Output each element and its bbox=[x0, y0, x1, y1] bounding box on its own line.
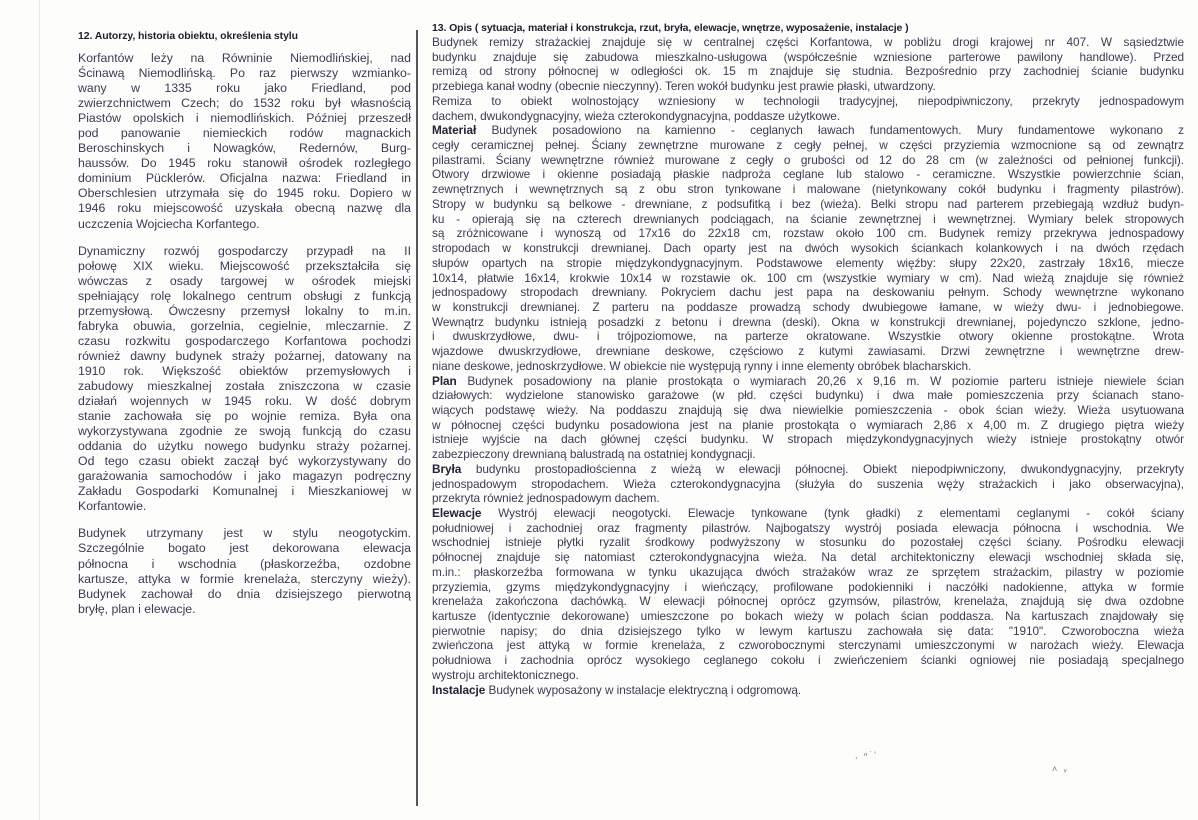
scan-margin-line bbox=[39, 0, 40, 820]
text-line bbox=[432, 315, 1184, 330]
text-content: krenelaża zakończona dachówką. W elewacji północnej oprócz gzymsów, pilastrów, krenelaża, znajdują się dwa ozdobne bbox=[432, 594, 1184, 609]
text-line: wany w 1335 roku jako Friedland, pod bbox=[78, 81, 411, 96]
text-line bbox=[432, 432, 1184, 447]
text-line bbox=[432, 153, 1184, 168]
text-line bbox=[432, 50, 1184, 65]
subsection-line bbox=[432, 462, 1184, 477]
text-line: 1910 rok. Większość obiektów przemysłowych i bbox=[78, 363, 411, 378]
text-line: działań wojennych w 1945 roku. W dość dobrym bbox=[78, 394, 411, 409]
text-line: wykorzystywana zgodnie ze swoją funkcją do czasu bbox=[78, 424, 411, 439]
text-content: Budynek wyposażony w instalacje elektryczną i odgromową. bbox=[485, 682, 802, 697]
scan-artifact-mark: , ⁿ˙' bbox=[855, 750, 878, 760]
text-line bbox=[432, 668, 1184, 683]
text-line bbox=[432, 138, 1184, 153]
text-line: Szczególnie bogato jest dekorowana elewacja bbox=[78, 541, 411, 556]
section-13-description bbox=[432, 22, 1184, 697]
text-line: Od tego czasu obiekt zaczął być wykorzystywany do bbox=[78, 454, 411, 469]
text-line: garażowania samochodów i jako magazyn podręczny bbox=[78, 469, 411, 484]
section-title: 13. Opis ( sytuacja, materiał i konstrukcja, rzut, bryła, elewacje, wnętrze, wyposażenie, instalacje ) bbox=[432, 22, 909, 34]
text-content: przekryta również jednospadowym dachem. bbox=[432, 491, 660, 506]
text-line bbox=[432, 359, 1184, 374]
text-line: stanie zachowała się po wojnie remiza. Była ona bbox=[78, 409, 411, 424]
text-line: spełniający rolę lokalnego centrum obsługi z funkcją bbox=[78, 288, 411, 303]
subsection-heading: Plan bbox=[432, 373, 457, 388]
text-content: jednospadowy stropodach drewniany. Pokryciem dachu jest papa na deskowaniu pełnym. Schody wewnętrzne wykonano bbox=[432, 285, 1184, 300]
text-line bbox=[432, 565, 1184, 580]
subsection-line bbox=[432, 506, 1184, 521]
text-line: oddania do użytku nowego budynku straży pożarnej. bbox=[78, 439, 411, 454]
text-line bbox=[432, 344, 1184, 359]
text-line bbox=[432, 521, 1184, 536]
text-content: działowych: wydzielone stanowisko garażowe (w płd. części budynku) i dwa małe pomieszczenia przy ścianach stano- bbox=[432, 388, 1184, 403]
text-line bbox=[432, 403, 1184, 418]
text-content: są zróżnicowane i wynoszą od 17x16 do 22x18 cm, rozstaw około 100 cm. Budynek remizy przekrywa jednospadowy bbox=[432, 226, 1184, 241]
subsection-heading: Bryła bbox=[432, 461, 462, 476]
text-content: wiących podstawę wieży. Na poddaszu znajdują się dwa niewielkie pomieszczenia - obok ścian wieży. Wieża usytuowana bbox=[432, 402, 1184, 417]
text-line: kartusze, attyka w formie krenelaża, sterczyny wieży). bbox=[78, 571, 411, 586]
paragraph bbox=[78, 244, 411, 515]
text-content: południowej i zachodniej oraz fragmenty pilastrów. Najbogatszy wystrój posiada elewacja północna i wschodnia. We bbox=[432, 520, 1184, 535]
text-line bbox=[432, 447, 1184, 462]
text-line: pod panowanie niemieckich rodów magnackich bbox=[78, 126, 411, 141]
text-line bbox=[432, 653, 1184, 668]
text-content: dachem, dwukondygnacyjny, wieża czterokondygnacyjna, poddasze użytkowe. bbox=[432, 108, 841, 123]
text-line bbox=[432, 491, 1184, 506]
text-line: Zakładu Gospodarki Komunalnej i Mieszkaniowej w bbox=[78, 484, 411, 499]
text-line bbox=[432, 638, 1184, 653]
text-content: słupów opartych na stropie międzykondygnacyjnym. Podstawowe elementy więźby: słupy 22x20, zastrzały 18x16, miecze bbox=[432, 255, 1184, 270]
text-content: Stropy w budynku są belkowe - drewniane, z podsufitką i bez (wieża). Belki stropu nad parterem przebiegają wzdłuż budyn- bbox=[432, 196, 1184, 211]
subsection-line bbox=[432, 683, 1184, 698]
text-line bbox=[432, 167, 1184, 182]
text-content: Budynek posadowiono na kamienno - ceglanych ławach fundamentowych. Mury fundamentowe wykonano z bbox=[476, 123, 1184, 138]
text-content: wystroju architektonicznego. bbox=[432, 667, 579, 682]
text-content: niane deskowe, jednoskrzydłowe. W obiekcie nie występują rynny i inne elementy obróbek blacharskich. bbox=[432, 358, 972, 373]
text-content: w północnej części budynku posadowiona jest na planie prostokąta o wymiarach 2,86 x 4,00 m. Z drugiego piętra wieży bbox=[432, 417, 1184, 432]
text-line bbox=[432, 79, 1184, 94]
text-line bbox=[432, 285, 1184, 300]
text-line: połowę XIX wieku. Miejscowość przekształciła się bbox=[78, 258, 411, 273]
text-line: Oberschlesien utrzymała się do 1945 roku. Dopiero w bbox=[78, 186, 411, 201]
text-line bbox=[432, 64, 1184, 79]
text-content: 10x14, płatwie 16x14, krokwie 10x14 w rozstawie ok. 100 cm (wszystkie wymiary w cm). Nad wieżą znajduje się również bbox=[432, 270, 1184, 285]
column-divider bbox=[416, 30, 418, 806]
section-12-history bbox=[78, 30, 411, 629]
text-content: przyziemia, gzyms międzykondygnacyjny i wieńczący, profilowane podokienniki i naczółki nadokienne, attyka w formie bbox=[432, 579, 1184, 594]
text-content: remizą od strony północnej w odległości ok. 15 m znajduje się studnia. Bezpośrednio przy zachodniej ścianie budynku bbox=[432, 64, 1184, 79]
text-content: Remiza to obiekt wolnostojący wzniesiony w technologii tradycyjnej, niepodpiwniczony, przekryty jednospadowym bbox=[432, 93, 1184, 108]
text-line: również dawny budynek straży pożarnej, datowany na bbox=[78, 348, 411, 363]
section-title: 12. Autorzy, historia obiektu, określenia stylu bbox=[78, 30, 298, 42]
paragraph bbox=[78, 526, 411, 616]
text-line bbox=[432, 182, 1184, 197]
text-content: wjazdowe dwuskrzydłowe, drewniane deskowe, częściowo z kutymi zawiasami. Drzwi zewnętrzne i wewnętrzne drew- bbox=[432, 344, 1184, 359]
text-content: m.in.: płaskorzeźba formowana w tynku ukazująca dwóch strażaków wraz ze sprzętem strażackim, pilastry w poziomie bbox=[432, 564, 1184, 579]
text-content: i dwuskrzydłowe, dwu- i trójpoziomowe, na parterze okratowane. Wszystkie otwory okienne prostokątne. Wrota bbox=[432, 329, 1184, 344]
text-content: Wystrój elewacji neogotycki. Elewacje tynkowane (tynk gładki) z elementami ceglanymi - cokół ściany bbox=[481, 506, 1184, 520]
text-line bbox=[432, 609, 1184, 624]
text-content: zwieńczona jest attyką w formie krenelaża, z czworobocznymi sterczynami umieszczonymi w narożach wieży. Elewacja bbox=[432, 638, 1184, 653]
text-line: fabryka obuwia, gorzelnia, cegielnie, mleczarnie. Z bbox=[78, 318, 411, 333]
section-body bbox=[432, 35, 1184, 697]
text-content: wschodniej istnieje płytki ryzalit środkowy podwyższony w stosunku do pozostałej części ściany. Pośrodku elewacji bbox=[432, 535, 1184, 550]
text-line: Budynek zachował do dnia dzisiejszego pierwotną bbox=[78, 586, 411, 601]
paragraph bbox=[78, 51, 411, 232]
text-line: Budynek utrzymany jest w stylu neogotyckim. bbox=[78, 526, 411, 541]
text-content: północnej znajduje się natomiast czterokondygnacyjna wieża. Na detal architektoniczny elewacji wschodniej składa się, bbox=[432, 550, 1184, 565]
text-line: uczczenia Wojciecha Korfantego. bbox=[78, 216, 260, 231]
text-line: zabudowy mieszkalnej została zniszczona w czasie bbox=[78, 378, 411, 393]
text-line: wówczas z osady targowej w ośrodek miejski bbox=[78, 273, 411, 288]
subsection-line bbox=[432, 374, 1184, 389]
subsection-heading: Elewacje bbox=[432, 506, 482, 520]
text-content: ku - opierają się na czterech drewnianych podciągach, na ścianie zewnętrznej i wewnętrznej. Wymiary belek stropowych bbox=[432, 211, 1184, 226]
text-line bbox=[432, 594, 1184, 609]
text-line bbox=[432, 580, 1184, 595]
text-content: cegły ceramicznej pełnej. Ściany zewnętrzne murowane z cegły pełnej, w części przyziemia wzmocnione są od zewnątrz bbox=[432, 138, 1184, 153]
text-line bbox=[432, 388, 1184, 403]
text-content: Otwory drzwiowe i okienne posiadają płaskie nadproża ceglane lub stalowo - ceramiczne. Wszystkie powierzchnie ścian, bbox=[432, 167, 1184, 182]
text-line bbox=[432, 35, 1184, 50]
text-line bbox=[432, 271, 1184, 286]
text-line: dominium Pücklerów. Oficjalna nazwa: Friedland in bbox=[78, 171, 411, 186]
text-line: haussów. Do 1945 roku stanowił ośrodek rozległego bbox=[78, 156, 411, 171]
text-content: zabezpieczony drewnianą balustradą na ostatniej kondygnacji. bbox=[432, 447, 756, 462]
text-line: czasu rozkwitu gospodarczego Korfantowa pochodzi bbox=[78, 333, 411, 348]
text-line: przemysłową. Ówczesny przemysł lokalny to m.in. bbox=[78, 303, 411, 318]
text-content: stropodach w konstrukcji drewnianej. Dach oparty jest na dwóch wysokich ściankach kolankowych i na dwóch rzędach bbox=[432, 241, 1184, 256]
text-line bbox=[432, 256, 1184, 271]
text-content: pierwotnie napisy; do dnia dzisiejszego tylko w lewym kartuszu zachowała się data: "1910". Czworoboczna wieża bbox=[432, 623, 1184, 638]
text-content: jednospadowym stropodachem. Wieża czterokondygnacyjna (służyła do suszenia węży strażackich i jako obserwacyjna), bbox=[432, 476, 1184, 491]
text-line: północna i wschodnia (płaskorzeźba, ozdobne bbox=[78, 556, 411, 571]
scan-artifact-mark: ˄ ᵥ bbox=[1052, 764, 1069, 774]
text-line: Beroschinskych i Nowagków, Redernów, Burg- bbox=[78, 141, 411, 156]
text-line: zwierzchnictwem Czech; do 1532 roku był własnością bbox=[78, 96, 411, 111]
text-line: bryłę, plan i elewacje. bbox=[78, 601, 196, 616]
text-content: pilastrami. Ściany wewnętrzne również murowane z cegły o grubości od 12 do 28 cm (w zależności od pełnionej funkcji). bbox=[432, 152, 1184, 167]
text-line bbox=[432, 550, 1184, 565]
text-content: Budynek posadowiony na planie prostokąta o wymiarach 20,26 x 9,16 m. W poziomie parteru istnieje niewiele ścian bbox=[456, 373, 1184, 388]
text-line bbox=[432, 418, 1184, 433]
text-line bbox=[432, 535, 1184, 550]
text-line: Korfantowie. bbox=[78, 499, 147, 514]
section-body bbox=[78, 51, 411, 617]
text-content: w konstrukcji drewnianej. Z parteru na poddasze prowadzą schody dwubiegowe łamane, w wieży dwu- i jednobiegowe. bbox=[432, 299, 1184, 314]
text-content: przebiega kanał wodny (obecnie nieczynny). Teren wokół budynku jest prawie płaski, utwardzony. bbox=[432, 79, 936, 94]
text-line bbox=[432, 197, 1184, 212]
text-content: kartusze (identycznie dekorowane) umieszczone po bokach wieży w polach ścian poddasza. Na kartuszach znajdowały się bbox=[432, 609, 1184, 624]
text-line: Dynamiczny rozwój gospodarczy przypadł na II bbox=[78, 243, 411, 258]
text-line: Piastów opolskich i niemodlińskich. Później przeszedł bbox=[78, 111, 411, 126]
text-line bbox=[432, 241, 1184, 256]
subsection-line bbox=[432, 123, 1184, 138]
text-content: istnieje wyjście na dach głównej części budynku. W stropach międzykondygnacyjnych wieży istnieje prostokątny otwór bbox=[432, 432, 1184, 447]
text-line: Korfantów leży na Równinie Niemodlińskiej, nad bbox=[78, 51, 411, 65]
subsection-heading: Materiał bbox=[432, 123, 477, 138]
text-content: budynku znajduje się zabudowa mieszkalno-usługowa (współcześnie wzniesione parterowe pawilony handlowe). Przed bbox=[432, 49, 1184, 64]
text-content: Wewnątrz budynku istnieją posadzki z betonu i drewna (deski). Okna w konstrukcji drewnianej, pojedynczo szklone, jedno- bbox=[432, 314, 1184, 329]
text-line bbox=[432, 329, 1184, 344]
text-line bbox=[432, 94, 1184, 109]
subsection-heading: Instalacje bbox=[432, 682, 486, 697]
text-line bbox=[432, 624, 1184, 639]
text-line bbox=[432, 300, 1184, 315]
text-line: Ścinawą Niemodlińską. Po raz pierwszy wzmianko- bbox=[78, 66, 411, 81]
text-line bbox=[432, 212, 1184, 227]
text-line bbox=[432, 226, 1184, 241]
text-content: Budynek remizy strażackiej znajduje się w centralnej części Korfantowa, w pobliżu drogi krajowej nr 407. W sąsiedztwie bbox=[432, 35, 1184, 49]
text-line: 1946 roku miejscowość uzyskała obecną nazwę dla bbox=[78, 201, 411, 216]
text-content: południowa i zachodnia oprócz wysokiego ceglanego cokołu i zwieńczeniem ścianki ogniowej nie posiadają specjalnego bbox=[432, 653, 1184, 668]
text-content: zewnętrznych i wewnętrznych są z obu stron tynkowane i malowane (nietynkowany cokół budynku i fragmenty pilastrów). bbox=[432, 182, 1184, 197]
text-line bbox=[432, 109, 1184, 124]
text-content: budynku prostopadłościenna z wieżą w elewacji północnej. Obiekt niepodpiwniczony, dwukondygnacyjny, przekryty bbox=[461, 461, 1184, 476]
text-line bbox=[432, 477, 1184, 492]
